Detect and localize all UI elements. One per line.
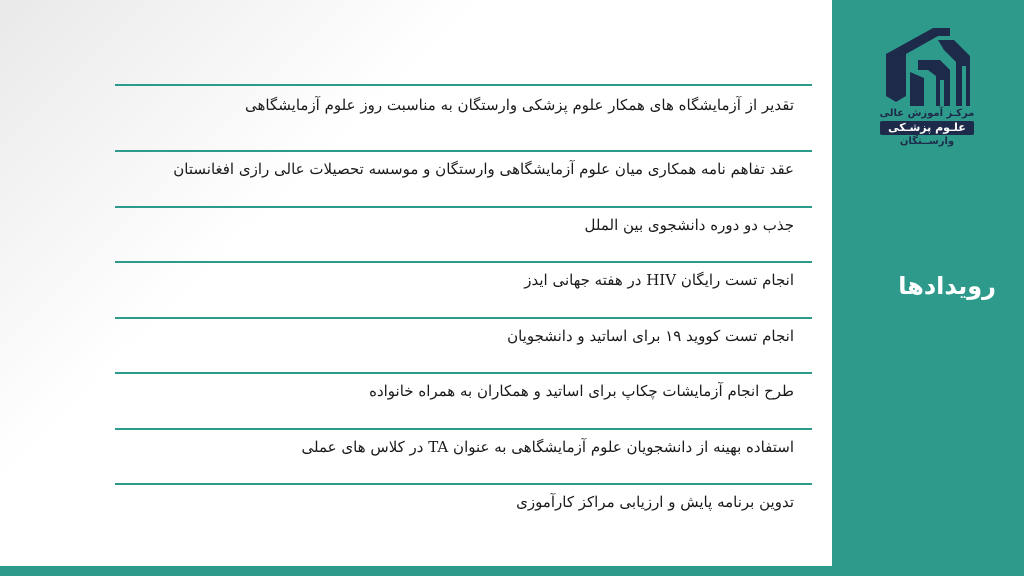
section-title: رویدادها	[898, 272, 996, 300]
logo-line-1: مرکـز آموزش عالی	[879, 108, 975, 119]
logo-text	[872, 108, 982, 148]
list-item: استفاده بهینه از دانشجویان علوم آزمایشگاهی به عنوان TA در کلاس های عملی	[115, 428, 812, 484]
events-list	[115, 84, 812, 539]
list-item: جذب دو دوره دانشجوی بین الملل	[115, 206, 812, 262]
list-item: تدوین برنامه پایش و ارزیابی مراکز کارآموزی	[115, 483, 812, 539]
list-item: انجام تست کووید ۱۹ برای اساتید و دانشجویان	[115, 317, 812, 373]
logo-line-2: علـوم پزشـکی	[880, 121, 974, 136]
list-item: تقدیر از آزمایشگاه های همکار علوم پزشکی وارستگان به مناسبت روز علوم آزمایشگاهی	[115, 84, 812, 150]
bottom-bar	[0, 566, 1024, 576]
logo-line-3: وارســتگان	[899, 136, 955, 148]
list-item: انجام تست رایگان HIV در هفته جهانی ایدز	[115, 261, 812, 317]
list-item: عقد تفاهم نامه همکاری میان علوم آزمایشگاهی وارستگان و موسسه تحصیلات عالی رازی افغانستان	[115, 150, 812, 206]
list-item: طرح انجام آزمایشات چکاپ برای اساتید و همکاران به همراه خانواده	[115, 372, 812, 428]
